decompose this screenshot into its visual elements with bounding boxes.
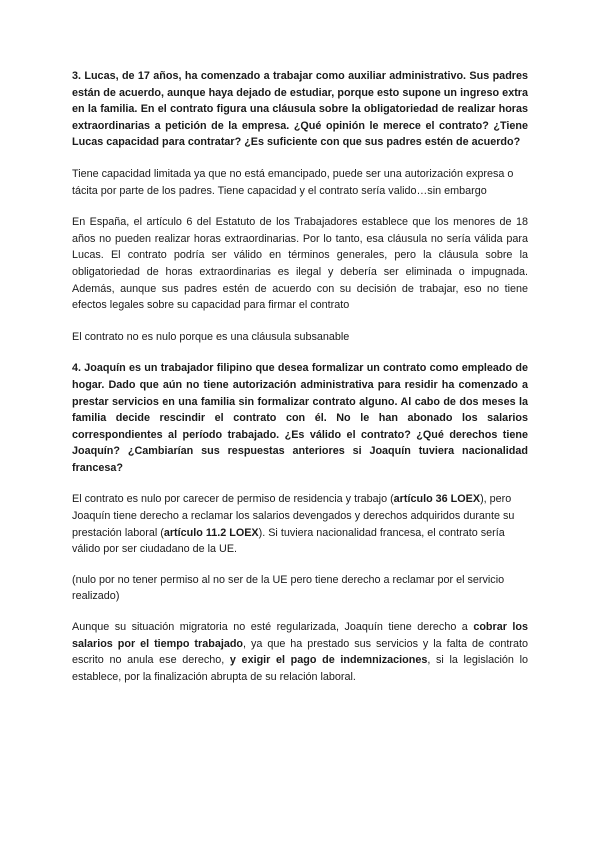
question-3: 3. Lucas, de 17 años, ha comenzado a trabajar como auxiliar administrativo. Sus padres están de acuerdo, aunque haya dejado de estudiar, porque esto supone un ingreso extra en la familia. En el contrato figura una cláusula sobre la obligatoriedad de realizar horas extraordinarias a petición de la empresa. ¿Qué opinión le merece el contrato? ¿Tiene Lucas capacidad para contratar? ¿Es suficiente con que sus padres estén de acuerdo? <box>72 70 528 149</box>
q4-a1-law-ref-2: artículo 11.2 LOEX <box>163 526 259 539</box>
q3-answer-capacity: Tiene capacidad limitada ya que no está emancipado, puede ser una autorización expresa o tácita por parte de los padres. Tiene capacidad y el contrato sería valido…sin embargo <box>72 167 514 197</box>
q4-answer-validity <box>72 491 528 557</box>
q4-a3-text-3: , si la legislación lo establece, por la finalización abrupta de su relación laboral. <box>72 654 528 683</box>
q4-a1-text-1: El contrato es nulo por carecer de permiso de residencia y trabajo ( <box>72 493 394 506</box>
q4-answer-note: (nulo por no tener permiso al no ser de la UE pero tiene derecho a reclamar por el servicio realizado) <box>72 573 505 603</box>
question-4: 4. Joaquín es un trabajador filipino que desea formalizar un contrato como empleado de hogar. Dado que aún no tiene autorización administrativa para residir ha comenzado a prestar servicios en una familia sin formalizar contrato alguno. Al cabo de dos meses la familia decide rescindir el contrato con él. No le han abonado los salarios correspondientes al período trabajado. ¿Es válido el contrato? ¿Qué derechos tiene Joaquín? ¿Cambiarían sus respuestas anteriores si Joaquín tuviera nacionalidad francesa? <box>72 362 528 474</box>
q4-a3-bold-1: cobrar los salarios por el tiempo trabajado <box>72 621 529 650</box>
q3-answer-legal: En España, el artículo 6 del Estatuto de los Trabajadores establece que los menores de 18 años no pueden realizar horas extraordinarias. Por lo tanto, esa cláusula no sería válida para Lucas. El contrato podría ser válido en términos generales, pero la cláusula sobre la obligatoriedad de horas extraordinarias es ilegal y debería ser eliminada o impugnada. Además, aunque sus padres estén de acuerdo con su decisión de trabajar, eso no tiene efectos legales sobre su capacidad para firmar el contrato <box>72 216 528 312</box>
q4-a3-text-2: , ya que ha prestado sus servicios y la falta de contrato escrito no anula ese derecho, <box>72 637 528 667</box>
q4-a3-bold-2: y exigir el pago de indemnizaciones <box>229 654 428 667</box>
q3-answer-nullity: El contrato no es nulo porque es una cláusula subsanable <box>72 330 350 343</box>
q4-a1-law-ref-1: artículo 36 LOEX <box>393 493 481 506</box>
q4-answer-rights <box>72 619 528 685</box>
q4-a1-text-3: ). Si tuviera nacionalidad francesa, el contrato sería válido por ser ciudadano de la UE. <box>72 526 505 556</box>
q4-a3-text-1: Aunque su situación migratoria no esté regularizada, Joaquín tiene derecho a <box>72 621 474 634</box>
q4-a1-text-2: ), pero Joaquín tiene derecho a reclamar los salarios devengados y derechos adquiridos durante su prestación laboral ( <box>72 493 515 539</box>
document-page <box>72 68 528 685</box>
